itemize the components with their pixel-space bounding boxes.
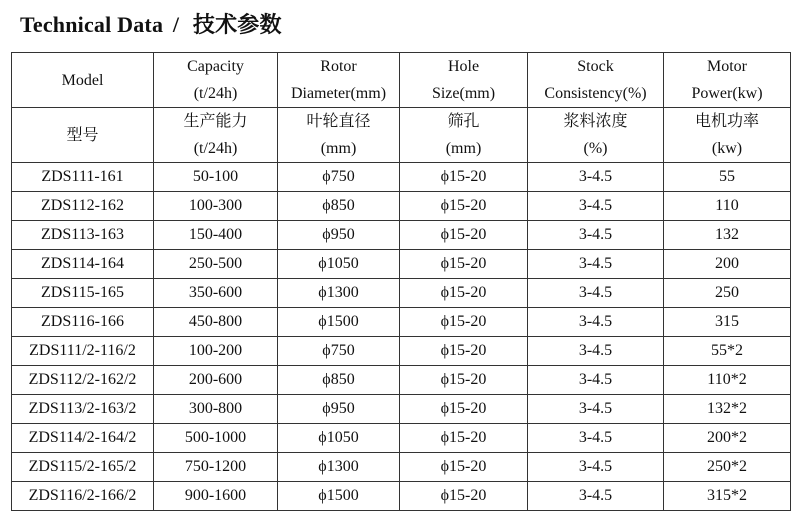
cell-model: ZDS111/2-116/2 (12, 337, 154, 366)
cell-stock-consistency: 3-4.5 (528, 163, 664, 192)
title-zh: 技术参数 (192, 12, 282, 37)
cell-rotor-diameter: ϕ1050 (278, 250, 400, 279)
header-model-zh: 型号 (12, 108, 154, 163)
cell-model: ZDS113-163 (12, 221, 154, 250)
cell-motor-power: 315 (664, 308, 791, 337)
table-row (12, 250, 791, 279)
cell-stock-consistency: 3-4.5 (528, 192, 664, 221)
page-title (20, 8, 282, 39)
table-row (12, 308, 791, 337)
cell-capacity: 750-1200 (154, 453, 278, 482)
technical-data-table (11, 52, 791, 511)
cell-stock-consistency: 3-4.5 (528, 395, 664, 424)
cell-rotor-diameter: ϕ1300 (278, 279, 400, 308)
table-row (12, 424, 791, 453)
cell-capacity: 200-600 (154, 366, 278, 395)
table-row (12, 221, 791, 250)
cell-rotor-diameter: ϕ850 (278, 366, 400, 395)
table-row (12, 395, 791, 424)
table-row (12, 279, 791, 308)
header-capacity-zh: 生产能力 (t/24h) (154, 108, 278, 163)
cell-motor-power: 250*2 (664, 453, 791, 482)
cell-hole-size: ϕ15-20 (400, 424, 528, 453)
cell-rotor-diameter: ϕ1500 (278, 308, 400, 337)
cell-hole-size: ϕ15-20 (400, 453, 528, 482)
table-row (12, 192, 791, 221)
cell-capacity: 100-300 (154, 192, 278, 221)
cell-hole-size: ϕ15-20 (400, 279, 528, 308)
header-hole-size: Hole Size(mm) (400, 53, 528, 108)
header-rotor-diameter-zh: 叶轮直径 (mm) (278, 108, 400, 163)
cell-model: ZDS113/2-163/2 (12, 395, 154, 424)
header-motor-power-zh: 电机功率 (kw) (664, 108, 791, 163)
table-body (12, 163, 791, 511)
cell-motor-power: 200*2 (664, 424, 791, 453)
cell-capacity: 250-500 (154, 250, 278, 279)
header-row-chinese (12, 108, 791, 163)
header-hole-size-zh: 筛孔 (mm) (400, 108, 528, 163)
cell-model: ZDS114-164 (12, 250, 154, 279)
cell-rotor-diameter: ϕ750 (278, 337, 400, 366)
header-model: Model (12, 53, 154, 108)
cell-capacity: 300-800 (154, 395, 278, 424)
cell-motor-power: 132*2 (664, 395, 791, 424)
cell-capacity: 500-1000 (154, 424, 278, 453)
cell-stock-consistency: 3-4.5 (528, 250, 664, 279)
cell-stock-consistency: 3-4.5 (528, 308, 664, 337)
cell-motor-power: 132 (664, 221, 791, 250)
cell-model: ZDS111-161 (12, 163, 154, 192)
cell-motor-power: 110*2 (664, 366, 791, 395)
table-row (12, 366, 791, 395)
cell-motor-power: 55*2 (664, 337, 791, 366)
cell-hole-size: ϕ15-20 (400, 192, 528, 221)
cell-model: ZDS112-162 (12, 192, 154, 221)
cell-stock-consistency: 3-4.5 (528, 366, 664, 395)
title-en: Technical Data (20, 12, 164, 37)
cell-stock-consistency: 3-4.5 (528, 337, 664, 366)
cell-rotor-diameter: ϕ750 (278, 163, 400, 192)
cell-model: ZDS114/2-164/2 (12, 424, 154, 453)
cell-model: ZDS115/2-165/2 (12, 453, 154, 482)
cell-hole-size: ϕ15-20 (400, 308, 528, 337)
cell-motor-power: 110 (664, 192, 791, 221)
cell-stock-consistency: 3-4.5 (528, 482, 664, 511)
cell-stock-consistency: 3-4.5 (528, 424, 664, 453)
table-row (12, 163, 791, 192)
cell-model: ZDS116-166 (12, 308, 154, 337)
cell-hole-size: ϕ15-20 (400, 250, 528, 279)
cell-motor-power: 315*2 (664, 482, 791, 511)
cell-rotor-diameter: ϕ1300 (278, 453, 400, 482)
cell-rotor-diameter: ϕ950 (278, 221, 400, 250)
header-capacity: Capacity (t/24h) (154, 53, 278, 108)
cell-stock-consistency: 3-4.5 (528, 453, 664, 482)
cell-hole-size: ϕ15-20 (400, 482, 528, 511)
title-separator: / (172, 12, 180, 37)
cell-capacity: 150-400 (154, 221, 278, 250)
cell-hole-size: ϕ15-20 (400, 221, 528, 250)
cell-hole-size: ϕ15-20 (400, 395, 528, 424)
table-row (12, 337, 791, 366)
cell-hole-size: ϕ15-20 (400, 337, 528, 366)
cell-capacity: 50-100 (154, 163, 278, 192)
table-row (12, 453, 791, 482)
cell-hole-size: ϕ15-20 (400, 163, 528, 192)
header-motor-power: Motor Power(kw) (664, 53, 791, 108)
cell-capacity: 350-600 (154, 279, 278, 308)
cell-rotor-diameter: ϕ1050 (278, 424, 400, 453)
cell-model: ZDS116/2-166/2 (12, 482, 154, 511)
header-stock-consistency: Stock Consistency(%) (528, 53, 664, 108)
cell-rotor-diameter: ϕ1500 (278, 482, 400, 511)
cell-motor-power: 250 (664, 279, 791, 308)
cell-motor-power: 200 (664, 250, 791, 279)
cell-stock-consistency: 3-4.5 (528, 221, 664, 250)
cell-motor-power: 55 (664, 163, 791, 192)
header-stock-consistency-zh: 浆料浓度 (%) (528, 108, 664, 163)
cell-rotor-diameter: ϕ850 (278, 192, 400, 221)
header-row-english (12, 53, 791, 108)
cell-capacity: 100-200 (154, 337, 278, 366)
table-row (12, 482, 791, 511)
cell-model: ZDS112/2-162/2 (12, 366, 154, 395)
cell-hole-size: ϕ15-20 (400, 366, 528, 395)
cell-model: ZDS115-165 (12, 279, 154, 308)
cell-capacity: 450-800 (154, 308, 278, 337)
header-rotor-diameter: Rotor Diameter(mm) (278, 53, 400, 108)
cell-stock-consistency: 3-4.5 (528, 279, 664, 308)
cell-capacity: 900-1600 (154, 482, 278, 511)
cell-rotor-diameter: ϕ950 (278, 395, 400, 424)
